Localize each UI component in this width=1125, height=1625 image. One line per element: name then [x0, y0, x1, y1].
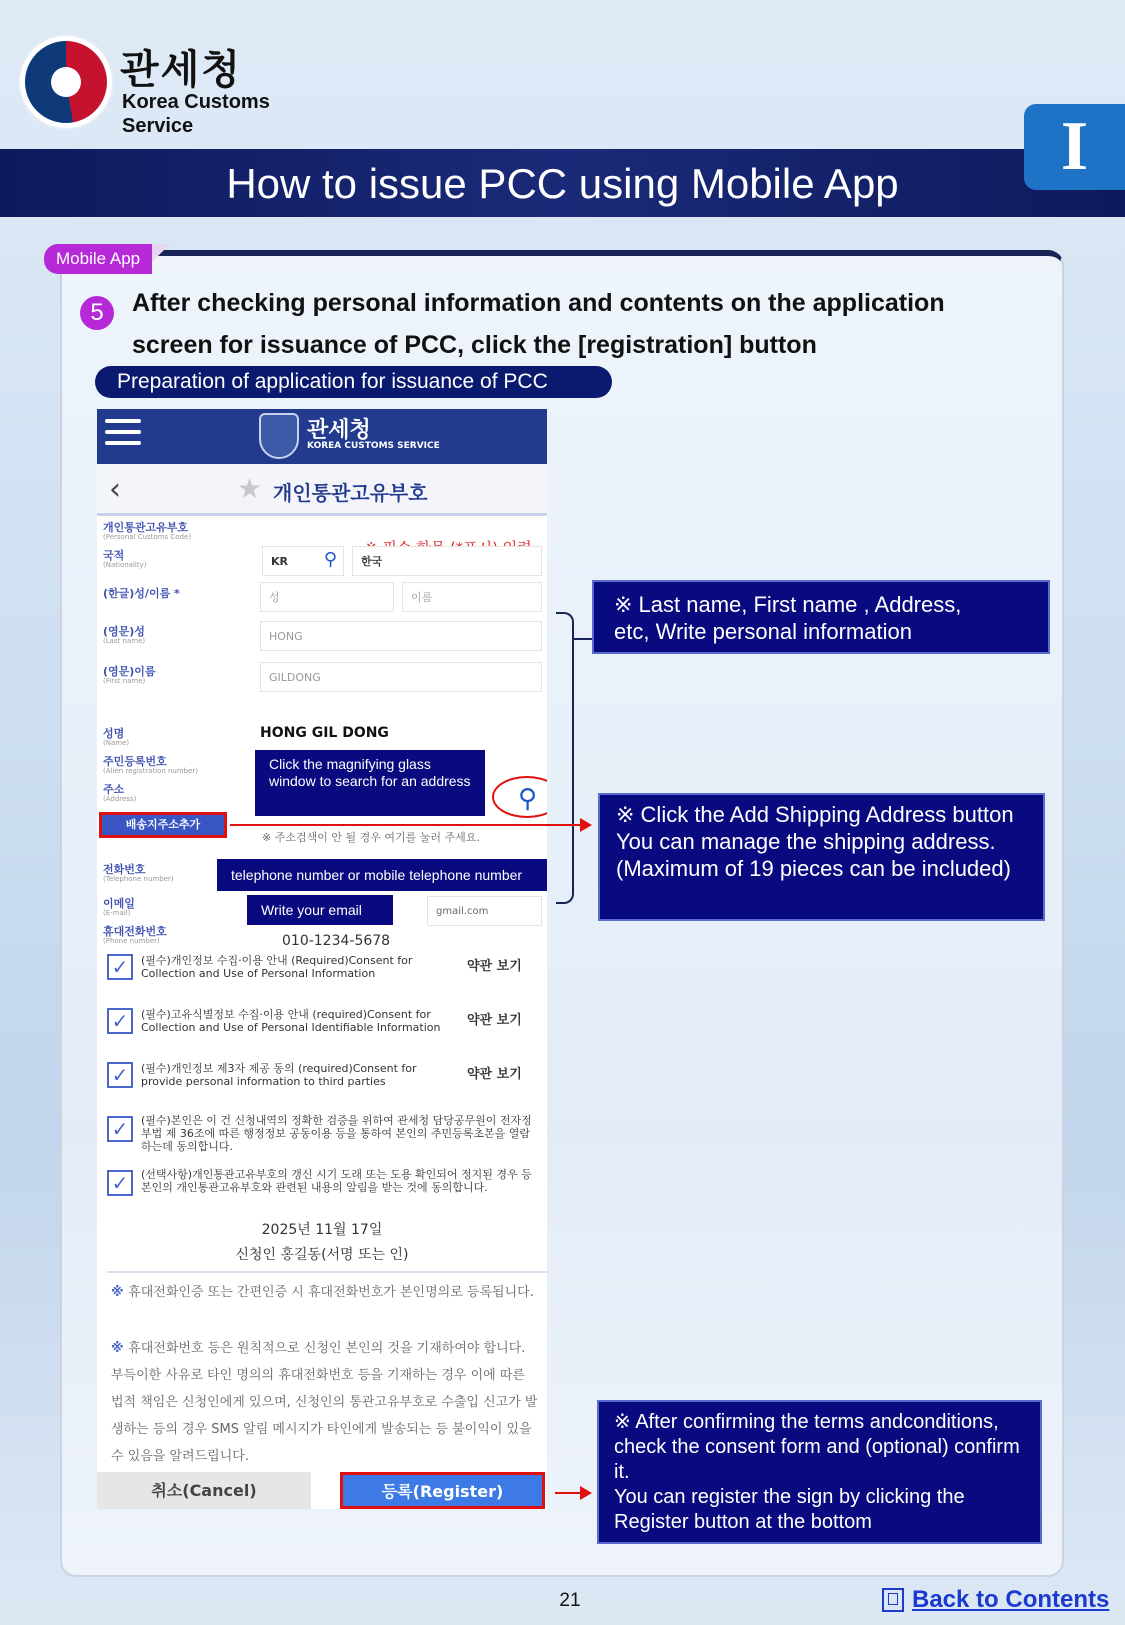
view-terms-link-2[interactable]: 약관 보기: [467, 1013, 522, 1028]
shipping-arrow: [230, 824, 590, 826]
divider: [107, 1271, 547, 1273]
first-name-en-label: (영문)이름: [103, 665, 156, 678]
section-title: Preparation of application for issuance of PCC: [95, 366, 612, 398]
consent-text-1: (필수)개인정보 수집·이용 안내 (Required)Consent for Collection and Use of Personal Information: [141, 954, 413, 980]
consent-text-3: (필수)개인정보 제3자 제공 동의 (required)Consent for provide personal information to third parties: [141, 1062, 417, 1088]
hamburger-menu-icon[interactable]: [105, 419, 141, 449]
register-arrow: [555, 1492, 590, 1494]
first-name-kr-field[interactable]: 이름: [402, 582, 542, 612]
favorite-star-icon[interactable]: ★: [237, 472, 263, 505]
first-name-en-field[interactable]: GILDONG: [260, 662, 542, 692]
full-name-value: HONG GIL DONG: [260, 725, 389, 741]
back-to-contents-link[interactable]: Back to Contents: [912, 1586, 1110, 1613]
nav-title: 개인통관고유부호: [273, 481, 428, 505]
shipping-address-callout: [598, 793, 1045, 921]
app-nav: [97, 464, 547, 516]
reg-number-sublabel: (Alien registration number): [103, 767, 199, 775]
reg-number-label: 주민등록번호: [103, 755, 167, 768]
register-callout: [597, 1400, 1042, 1544]
notice-2: [111, 1335, 541, 1470]
consent-checkbox-4[interactable]: ✓: [107, 1116, 133, 1142]
address-label: 주소: [103, 783, 125, 796]
last-name-en-sublabel: (Last name): [103, 637, 146, 645]
name-kr-label: (한글)성/이름 *: [103, 587, 180, 600]
full-name-label: 성명: [103, 727, 125, 740]
nationality-label: 국적: [103, 549, 125, 562]
pccc-sublabel: (Personal Customs Code): [103, 533, 192, 541]
notice-1: [111, 1279, 541, 1306]
consent-checkbox-3[interactable]: ✓: [107, 1062, 133, 1088]
mobile-sublabel: (Phone number): [103, 937, 160, 945]
taegeuk-emblem-icon: [20, 36, 112, 128]
step-number: 5: [80, 296, 114, 330]
last-name-en-label: (영문)성: [103, 625, 145, 638]
mobile-value[interactable]: 010-1234-5678: [282, 933, 391, 949]
app-brand-en: KOREA CUSTOMS SERVICE: [307, 441, 440, 451]
kcs-logo: [20, 30, 280, 140]
pccc-label: 개인통관고유부호: [103, 521, 189, 534]
last-name-kr-field[interactable]: 성: [260, 582, 394, 612]
email-callout: Write your email: [247, 895, 393, 925]
consent-text-5: (선택사항)개인통관고유부호의 갱신 시기 도래 또는 도용 확인되어 정지된 경우 등 본인의 개인통관고유부호와 관련된 내용의 알림을 받는 것에 동의합니다.: [141, 1168, 532, 1194]
search-callout: Click the magnifying glass window to search for an address: [255, 750, 485, 816]
consent-text-4: (필수)본인은 이 건 신청내역의 정확한 검증을 위하여 관세청 담당공무원이 전자정부법 제 36조에 따른 행정정보 공동이용 등을 통하여 본인의 주민등록초본을 열람하는데 동의합니다.: [141, 1114, 532, 1153]
consent-checkbox-5[interactable]: ✓: [107, 1170, 133, 1196]
email-label: 이메일: [103, 897, 135, 910]
email-domain-field[interactable]: gmail.com: [427, 896, 542, 926]
email-sublabel: (E-mail): [103, 909, 131, 917]
search-icon[interactable]: ⚲: [323, 549, 337, 570]
logo-english-text: Korea Customs Service: [122, 91, 270, 137]
address-search-highlight[interactable]: [492, 776, 547, 818]
notice-text-1: 휴대전화인증 또는 간편인증 시 휴대전화번호가 본인명의로 등록됩니다.: [128, 1285, 534, 1300]
phone-callout: telephone number or mobile telephone number: [217, 859, 547, 891]
first-name-en-sublabel: (First name): [103, 677, 146, 685]
view-terms-link-3[interactable]: 약관 보기: [467, 1067, 522, 1082]
notice-mark-1: ※: [111, 1285, 129, 1300]
notice-mark-2: ※: [111, 1341, 129, 1356]
personal-info-callout-text: ※ Last name, First name , Address, etc, Write personal information: [614, 592, 962, 644]
nationality-field[interactable]: 한국: [352, 546, 542, 576]
consent-checkbox-1[interactable]: ✓: [107, 954, 133, 980]
phone-sublabel: (Telephone number): [103, 875, 174, 883]
app-brand: 관세청: [307, 418, 371, 443]
logo-korean-text: 관세청: [120, 47, 242, 93]
bracket-connector: [574, 638, 592, 640]
address-help-note[interactable]: ※ 주소검색이 안 될 경우 여기를 눌러 주세요.: [262, 831, 480, 844]
notice-text-2: 휴대전화번호 등은 원칙적으로 신청인 본인의 것을 기재하여야 합니다. 부득이한 사유로 타인 명의의 휴대전화번호 등을 기재하는 경우 이에 따른 법적 책임은 신청인에게 있으며, 신청인의 통관고유부호로 수출입 신고가 발생하는 등의 경우 SMS 알림 메시지가 타인에게 발송되는 등 불이익이 있을 수 있음을 알려드립니다.: [111, 1341, 538, 1464]
nationality-code-field[interactable]: [262, 546, 344, 576]
mobile-app-badge: [44, 244, 154, 276]
back-chevron-icon[interactable]: ‹: [109, 472, 121, 507]
shipping-callout-text: ※ Click the Add Shipping Address button You can manage the shipping address. (Maximum of 19 pieces can be included): [616, 802, 1014, 881]
document-icon[interactable]: [882, 1588, 904, 1612]
chapter-tab: I: [1024, 104, 1125, 190]
personal-info-bracket: [556, 612, 574, 904]
add-shipping-address-button[interactable]: 배송지주소추가: [99, 812, 227, 838]
applicant-signature: 신청인 홍길동(서명 또는 인): [235, 1247, 409, 1263]
page-title: How to issue PCC using Mobile App: [226, 160, 899, 207]
page-number: 21: [559, 1590, 581, 1611]
register-button[interactable]: 등록(Register): [340, 1472, 545, 1509]
full-name-sublabel: (Name): [103, 739, 130, 747]
nationality-sublabel: (Nationality): [103, 561, 147, 569]
magnifier-icon[interactable]: ⚲: [518, 784, 538, 814]
app-header: [97, 409, 547, 464]
phone-label: 전화번호: [103, 863, 146, 876]
address-sublabel: (Address): [103, 795, 137, 803]
badge-label: Mobile App: [44, 244, 152, 274]
consent-checkbox-2[interactable]: ✓: [107, 1008, 133, 1034]
customs-shield-icon: [259, 413, 299, 459]
register-callout-text: ※ After confirming the terms andconditions, check the consent form and (optional) confirm it. You can register the sign by clicking the Register button at the bottom: [614, 1411, 1020, 1533]
application-date: 2025년 11월 17일: [261, 1222, 383, 1238]
nationality-code: KR: [271, 555, 288, 568]
personal-info-callout: [592, 580, 1050, 654]
consent-text-2: (필수)고유식별정보 수집·이용 안내 (required)Consent for Collection and Use of Personal Identifiable Information: [141, 1008, 441, 1034]
phone-screenshot: [97, 409, 547, 1509]
step-instruction: After checking personal information and contents on the application screen for issuance of PCC, click the [registration] button: [132, 289, 945, 359]
cancel-button[interactable]: 취소(Cancel): [97, 1472, 311, 1509]
mobile-label: 휴대전화번호: [103, 925, 167, 938]
last-name-en-field[interactable]: HONG: [260, 621, 542, 651]
view-terms-link-1[interactable]: 약관 보기: [467, 959, 522, 974]
